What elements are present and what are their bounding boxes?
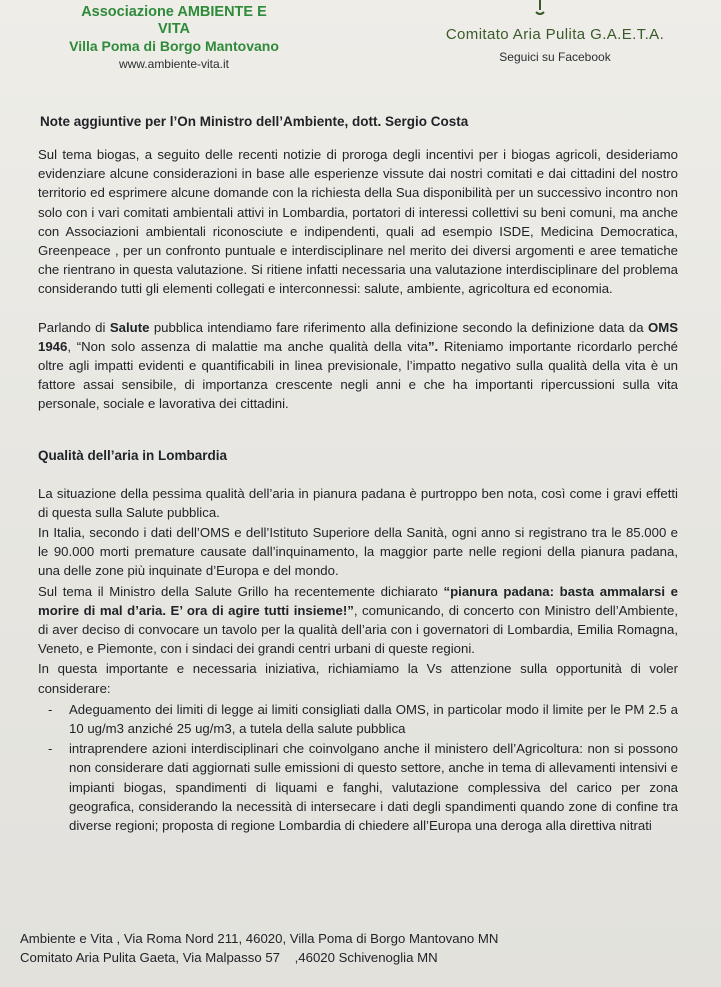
list-item: - Adeguamento dei limiti di legge ai limiti consigliati dalla OMS, in particolar modo il limite per le PM 2.5 a 10 ug/m3 anziché 25 ug/m3, a tutela della salute pubblica — [48, 701, 678, 737]
committee-name: Comitato Aria Pulita G.A.E.T.A. — [445, 26, 665, 43]
list-dash: - — [48, 741, 53, 757]
association-location: Villa Poma di Borgo Mantovano — [69, 38, 279, 54]
list-item: - intraprendere azioni interdisciplinari che coinvolgano anche il ministero dell’Agricoltura: non si possono non considerare dati aggiornati sulle emissioni di questo settore, anche in tema di allevamenti intensivi e impianti biogas, spandimenti di liquami e fanghi, valutazione complessiva del carico per zona geografica, considerando la necessità di intersecare i dati degli spandimenti quando zone di confine tra diverse regioni; proposta di regione Lombardia di chiedere all’Europa una deroga alla direttiva nitrati — [48, 741, 678, 834]
association-website: www.ambiente-vita.it — [118, 57, 230, 71]
association-header — [64, 4, 284, 72]
request-intro-paragraph: In questa importante e necessaria iniziativa, richiamiamo la Vs attenzione sulla opportunità di voler considerare: — [38, 661, 678, 696]
mortality-paragraph: In Italia, secondo i dati dell’OMS e dell’Istituto Superiore della Sanità, ogni anno si registrano tra le 85.000 e le 90.000 morti premature causate dall’inquinamento, la maggior parte nelle regioni della pianura padana, una delle zone più inquinate d’Europa e del mondo. — [38, 525, 678, 579]
footer-address-association: Ambiente e Vita , Via Roma Nord 211, 46020, Villa Poma di Borgo Mantovano MN — [20, 931, 499, 946]
letter-footer — [20, 929, 700, 967]
committee-header — [440, 26, 670, 64]
facebook-follow-text: Seguici su Facebook — [499, 50, 611, 64]
air-quality-paragraph: La situazione della pessima qualità dell’aria in pianura padana è purtroppo ben nota, così come i gravi effetti di questa sulla Salute pubblica. — [38, 485, 678, 520]
association-name: Associazione AMBIENTE E VITA — [81, 4, 267, 37]
list-dash: - — [48, 701, 53, 717]
health-paragraph: Parlando di Salute pubblica intendiamo fare riferimento alla definizione secondo la definizione data da OMS 1946, “Non solo assenza di malattie ma anche qualità della vita”. Riteniamo importante ricordarlo perché oltre agli impatti evidenti e quantificabili in linea previsionale, l’impatto negativo sulla qualità della vita è un fattore assai sensibile, di importanza crescente negli anni e che ha importanti ripercussioni sulla vita personale, sociale e lavorativa dei cittadini. — [38, 319, 679, 412]
request-list — [38, 700, 678, 835]
footer-address-committee: Comitato Aria Pulita Gaeta, Via Malpasso 57 ,46020 Schivenoglia MN — [20, 950, 438, 965]
letter-body — [38, 112, 678, 836]
letter-title: Note aggiuntive per l’On Ministro dell’Ambiente, dott. Sergio Costa — [40, 114, 469, 129]
intro-paragraph: Sul tema biogas, a seguito delle recenti notizie di proroga degli incentivi per i biogas agricoli, desideriamo evidenziare alcune considerazioni in base alle esperienze vissute dai nostri comitati e dai cittadini del nostro territorio ed esprimere alcune domande con la richiesta della Sua disponibilità per un successivo incontro non solo con i vari comitati ambientali attivi in Lombardia, portatori di interessi collettivi su beni comuni, ma anche con Associazioni ambientali riconosciute e indipendenti, quali ad esempio ISDE, Medicina Democratica, Greenpeace , per un confronto puntuale e interdisciplinare nel merito dei diversi argomenti e aree tematiche che rientrano in questa valutazione. Si ritiene infatti necessaria una valutazione interdisciplinare del problema considerando tutti gli elementi collegati e interconnessi: salute, ambiente, agricoltura ed economia. — [38, 147, 678, 297]
minister-statement-paragraph: Sul tema il Ministro della Salute Grillo ha recentemente dichiarato “pianura padana: basta ammalarsi e morire di mal d’aria. E’ ora di agire tutti insieme!”, comunicando, di concerto con Ministro dell’Ambiente, di aver deciso di convocare un tavolo per la qualità dell’aria con i governatori di Lombardia, Emilia Romagna, Veneto, e Piemonte, con i sindaci dei grandi centri urbani di queste regioni. — [38, 583, 679, 657]
logo-fragment-icon — [535, 0, 545, 16]
section-heading: Qualità dell’aria in Lombardia — [38, 447, 228, 463]
